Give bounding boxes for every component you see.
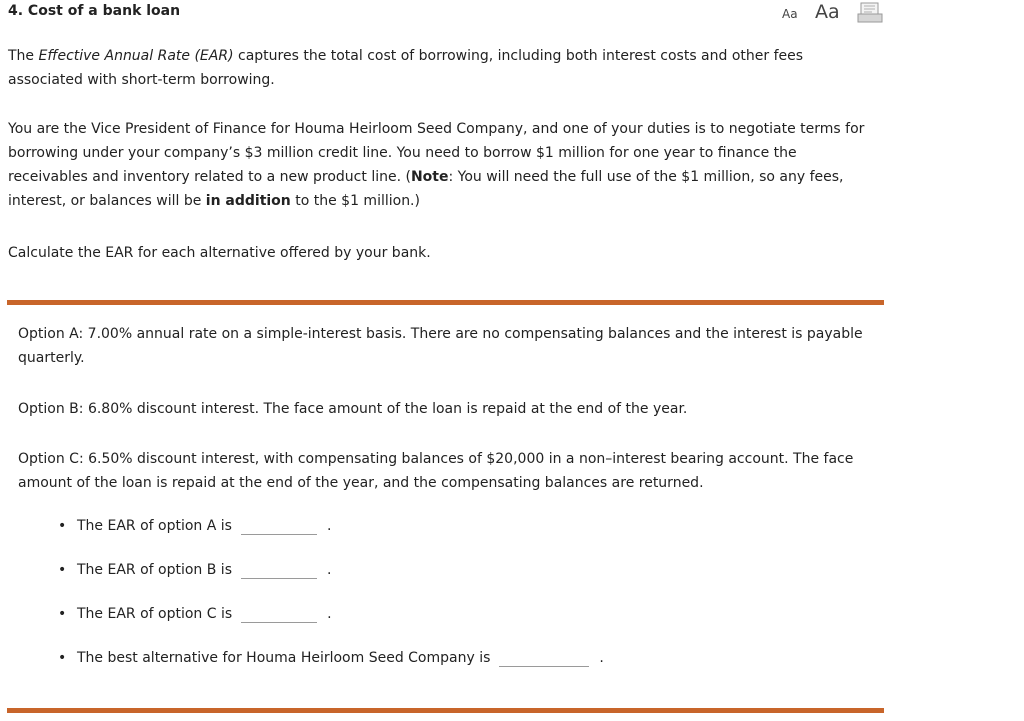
question-best-alternative: • The best alternative for Houma Heirloom Seed Company is . <box>58 650 604 666</box>
note-label: Note <box>410 169 449 185</box>
option-b-text: Option B: 6.80% discount interest. The face amount of the loan is repaid at the end of the year. <box>18 401 688 417</box>
question-ear-option-c: • The EAR of option C is . <box>58 606 332 622</box>
question-title: 4. Cost of a bank loan <box>8 3 181 19</box>
intro-paragraph: The Effective Annual Rate (EAR) captures the total cost of borrowing, including both interest costs and other fees associated with short-term borrowing. <box>8 48 804 88</box>
ear-term: Effective Annual Rate (EAR) <box>38 48 234 64</box>
answer-dropdown-best[interactable] <box>499 665 589 667</box>
question-ear-option-a: • The EAR of option A is . <box>58 518 332 534</box>
section-divider-bottom <box>7 708 884 713</box>
task-instruction: Calculate the EAR for each alternative offered by your bank. <box>8 245 431 261</box>
in-addition-emphasis: in addition <box>205 193 291 209</box>
scenario-paragraph: You are the Vice President of Finance for Houma Heirloom Seed Company, and one of your duties is to negotiate terms for borrowing under your company’s $3 million credit line. You need to borrow $1 million for one year to finance the receivables and inventory related to a new product line. (Note: You will need the full use of the $1 million, so any fees, interest, or balances will be in addition to the $1 million.) <box>8 121 865 209</box>
answer-dropdown-c[interactable] <box>241 621 317 623</box>
question-ear-option-b: • The EAR of option B is . <box>58 562 332 578</box>
bullet-icon: • <box>58 518 67 534</box>
option-c-text: Option C: 6.50% discount interest, with compensating balances of $20,000 in a non–interest bearing account. The face amount of the loan is repaid at the end of the year, and the compensating balances are returned. <box>18 451 854 491</box>
bullet-icon: • <box>58 562 67 578</box>
font-size-small-button[interactable]: Aa <box>782 7 798 21</box>
answer-dropdown-a[interactable] <box>241 533 317 535</box>
font-size-large-button[interactable]: Aa <box>815 1 840 23</box>
option-a-text: Option A: 7.00% annual rate on a simple-interest basis. There are no compensating balances and the interest is payable quarterly. <box>18 326 863 366</box>
answer-dropdown-b[interactable] <box>241 577 317 579</box>
section-divider-top <box>7 300 884 305</box>
bullet-icon: • <box>58 650 67 666</box>
print-icon[interactable] <box>857 2 883 28</box>
bullet-icon: • <box>58 606 67 622</box>
